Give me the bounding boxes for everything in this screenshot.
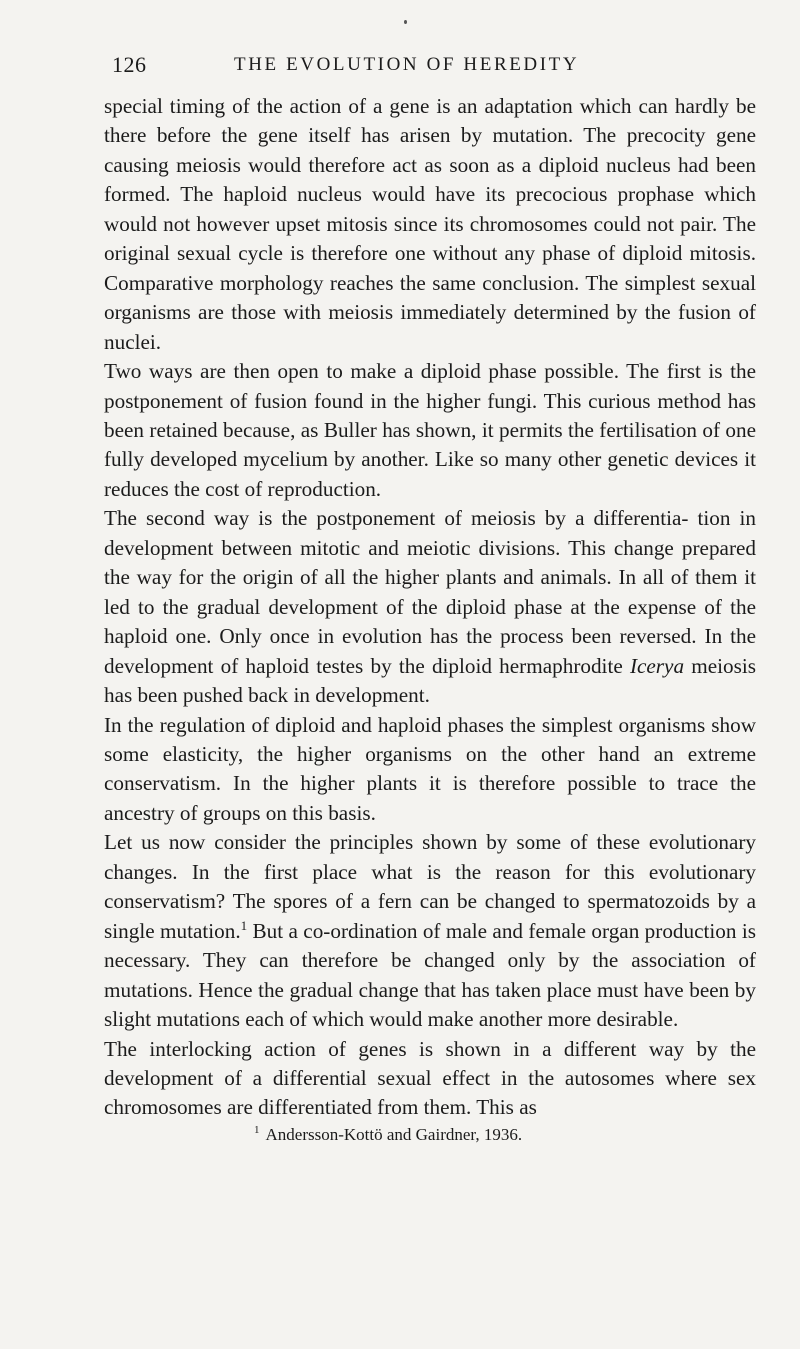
paragraph — [104, 1035, 756, 1123]
paragraph-text: Let us now consider the principles shown by some of these evolutionary changes. In the first place what is the reason for this evolutionary conservatism? The spores of a fern can be changed to spermatozoids by a single mutation. — [104, 830, 756, 943]
book-page — [104, 52, 756, 1147]
paragraph-text: meiosis has been pushed back in development. — [104, 653, 756, 708]
paragraph-text: special timing of the action of a gene is an adaptation which can hardly be there before the gene itself has arisen by mutation. The precocity gene causing meiosis would therefore act as soon as a diploid nucleus had been formed. The haploid nucleus would have its precocious prophase which would not however upset mitosis since its chromosomes could not pair. The original sexual cycle is therefore one without any phase of diploid mitosis. Comparative morphology reaches the same conclusion. The simplest sexual organisms are those with meiosis immediately determined by the fusion of nuclei. — [104, 94, 756, 354]
italic-term: Icerya — [629, 653, 685, 678]
paragraph — [104, 711, 756, 829]
paragraph — [104, 828, 756, 1034]
footnote-marker: 1 — [254, 1123, 260, 1136]
running-title: THE EVOLUTION OF HEREDITY — [234, 54, 580, 75]
page-speck-top — [404, 20, 407, 24]
paragraph-text: But a co-ordination of male and female organ production is necessary. They can therefore be changed only by the association of mutations. Hence the gradual change that has taken place must have been by slight mutations each of which would make another more desirable. — [104, 918, 756, 1032]
page-number: 126 — [112, 52, 147, 77]
paragraph — [104, 504, 756, 710]
paragraph — [104, 357, 756, 504]
footnote — [104, 1123, 756, 1147]
paragraph-text: The interlocking action of genes is shown in a different way by the development of a differential sexual effect in the autosomes where sex chromosomes are differentiated from them. This as — [104, 1036, 756, 1120]
footnote-text: Andersson-Kottö and Gairdner, 1936. — [265, 1124, 523, 1144]
page-header — [104, 52, 756, 88]
paragraph-text: Two ways are then open to make a diploid phase possible. The first is the postponement of fusion found in the higher fungi. This curious method has been retained because, as Buller has shown, it permits the fertilisation of one fully developed mycelium by another. Like so many other genetic devices it reduces the cost of reproduction. — [104, 359, 756, 501]
paragraph-text: The second way is the postponement of meiosis by a differentia- tion in development between mitotic and meiotic divisions. This change prepared the way for the origin of all the higher plants and animals. In all of them it led to the gradual development of the diploid phase at the expense of the haploid one. Only once in evolution has the process been reversed. In the development of haploid testes by the diploid hermaphrodite — [104, 506, 756, 678]
footnote-reference: 1 — [240, 917, 248, 933]
body-text — [104, 92, 756, 1123]
paragraph-text: In the regulation of diploid and haploid phases the simplest organisms show some elasticity, the higher organisms on the other hand an extreme conservatism. In the higher plants it is therefore possible to trace the ancestry of groups on this basis. — [104, 712, 756, 825]
paragraph — [104, 92, 756, 357]
